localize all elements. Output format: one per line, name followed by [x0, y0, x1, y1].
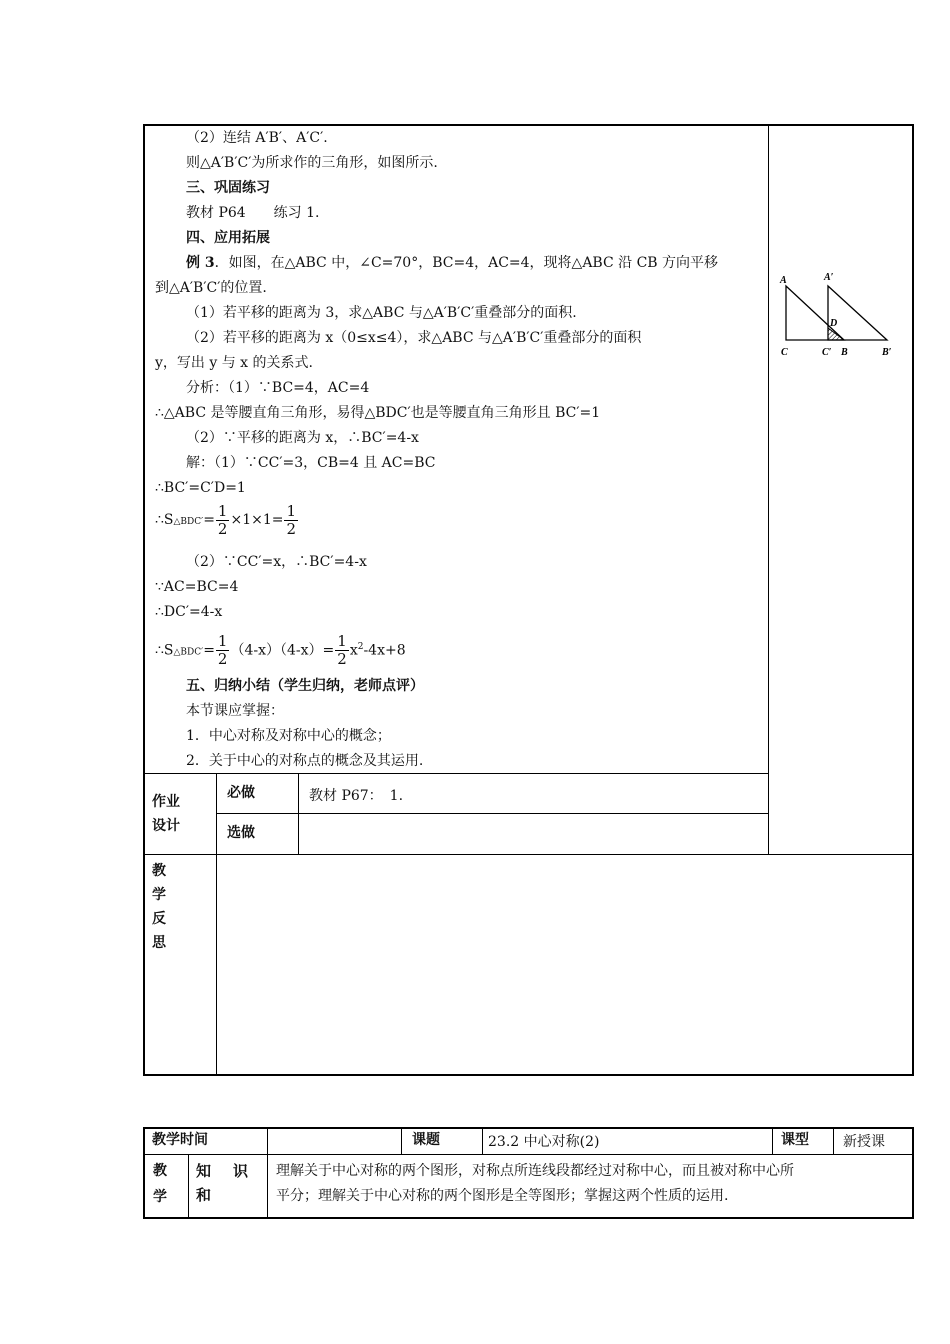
- label-b: B: [841, 347, 848, 358]
- analysis-2: ∴△ABC 是等腰直角三角形，易得△BDC′也是等腰直角三角形且 BC′=1: [155, 405, 601, 421]
- label-d: D: [830, 318, 838, 329]
- example-3-statement: [186, 253, 718, 273]
- topic-label: 课题: [412, 1132, 440, 1148]
- question-1: （1）若平移的距离为 3，求△ABC 与△A′B′C′重叠部分的面积.: [186, 305, 577, 321]
- area-formula-1: ∴S△BDC′= $\frac{1}{2}$ ×1×1= $\frac{1}{2}$: [155, 501, 297, 538]
- fraction-half: $\frac{1}{2}$: [337, 632, 347, 669]
- homework-title: 作业 设计: [152, 794, 180, 834]
- solution-3: （2）∵CC′=x，∴BC′=4-x: [186, 554, 367, 570]
- practice-reference: 教材 P64 练习 1.: [186, 205, 320, 221]
- analysis-3: （2）∵平移的距离为 x，∴BC′=4-x: [186, 430, 419, 446]
- solution-4: ∵AC=BC=4: [155, 579, 239, 595]
- teaching-time-label: 教学时间: [152, 1132, 208, 1148]
- label-c-prime: C′: [822, 347, 832, 358]
- overlap-shaded-region: [828, 328, 844, 340]
- summary-point-1: 1．中心对称及对称中心的概念；: [186, 728, 391, 744]
- required-value: 教材 P67： 1.: [309, 788, 404, 804]
- solution-5: ∴DC′=4-x: [155, 604, 223, 620]
- triangle-abc-translated: [828, 286, 887, 340]
- summary-point-2: 2．关于中心的对称点的概念及其运用.: [186, 753, 424, 769]
- question-2-cont: y，写出 y 与 x 的关系式.: [155, 355, 313, 371]
- solution-2: ∴BC′=C′D=1: [155, 480, 246, 496]
- example-3-statement-cont: 到△A′B′C′的位置.: [155, 280, 267, 296]
- goals-subtitle: 知 识 和: [196, 1162, 249, 1204]
- fraction-half: $\frac{1}{2}$: [217, 501, 228, 538]
- example-text: ．如图，在△ABC 中，∠C=70°，BC=4，AC=4，现将△ABC 沿 CB 方向平移: [214, 255, 719, 271]
- construction-step-2: （2）连结 A′B′、A′C′.: [186, 130, 328, 146]
- section-practice-heading: 三、巩固练习: [186, 180, 270, 196]
- lesson-type-value: 新授课: [843, 1134, 885, 1150]
- triangle-abc: [786, 286, 844, 340]
- fraction-half: $\frac{1}{2}$: [217, 632, 228, 669]
- summary-intro: 本节课应掌握：: [186, 703, 284, 719]
- required-label: 必做: [227, 785, 255, 801]
- optional-label: 选做: [227, 825, 255, 841]
- label-a: A: [780, 275, 787, 286]
- topic-value: 23.2 中心对称(2): [488, 1134, 600, 1150]
- question-2: （2）若平移的距离为 x（0≤x≤4），求△ABC 与△A′B′C′重叠部分的面积: [186, 330, 642, 346]
- section-extension-heading: 四、应用拓展: [186, 230, 270, 246]
- section-summary-heading: 五、归纳小结（学生归纳，老师点评）: [186, 678, 424, 694]
- label-a-prime: A′: [824, 272, 834, 283]
- lesson-type-label: 课型: [781, 1132, 809, 1148]
- goals-title: 教 学: [153, 1163, 167, 1205]
- area-formula-2: ∴S△BDC′= $\frac{1}{2}$ （4-x）（4-x）= $\frac{1}{2}$ $x^2-4x+8$: [155, 632, 406, 669]
- reflection-title: 教 学 反 思: [152, 863, 166, 951]
- fraction-half: $\frac{1}{2}$: [286, 501, 297, 538]
- translation-figure: [774, 266, 904, 361]
- goals-text: 理解关于中心对称的两个图形，对称点所连线段都经过对称中心，而且被对称中心所 平分；理解关于中心对称的两个图形是全等图形；掌握这两个性质的运用.: [276, 1163, 794, 1204]
- analysis-1: 分析：（1）∵BC=4，AC=4: [186, 380, 370, 396]
- label-c: C: [781, 347, 788, 358]
- construction-result: 则△A′B′C′为所求作的三角形，如图所示.: [186, 155, 438, 171]
- solution-1: 解：（1）∵CC′=3，CB=4 且 AC=BC: [186, 455, 436, 471]
- example-label: 例 3: [186, 255, 215, 271]
- label-b-prime: B′: [882, 347, 892, 358]
